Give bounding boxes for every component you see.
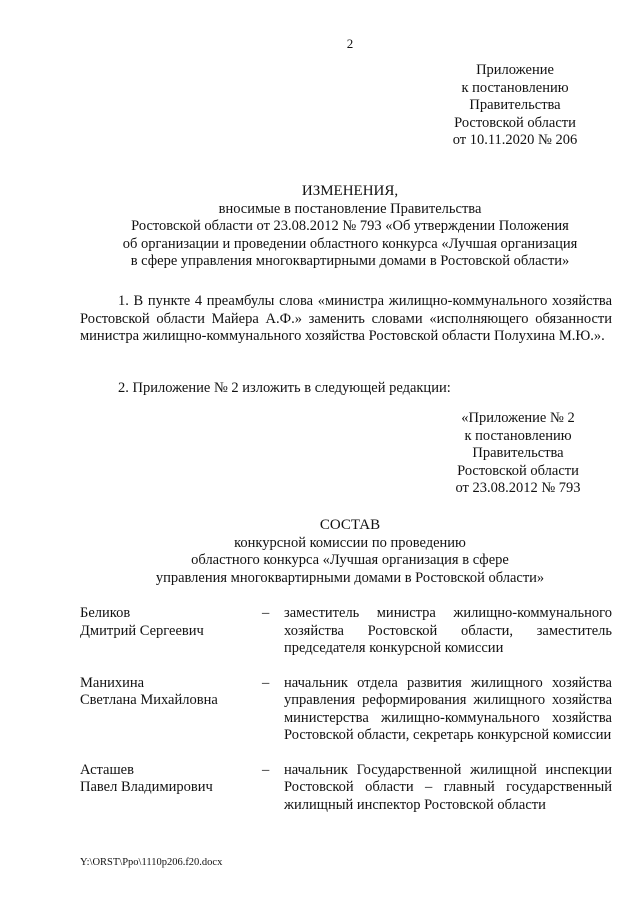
- paragraph-2: [80, 380, 612, 398]
- member-surname: Беликов: [80, 605, 131, 621]
- appendix-line: Правительства: [469, 97, 561, 113]
- appendix-line: Ростовской области: [454, 114, 576, 131]
- appendix-line: к постановлению: [464, 427, 572, 444]
- appendix-line: «Приложение № 2: [461, 410, 575, 426]
- member-surname: Асташев: [80, 761, 134, 778]
- sostav-heading: [70, 517, 630, 587]
- member-row: [80, 605, 612, 658]
- changes-subtitle-line: вносимые в постановление Правительства: [218, 200, 482, 217]
- member-name: [80, 675, 262, 745]
- appendix-line: от 10.11.2020 № 206: [452, 132, 578, 148]
- member-given-name: Павел Владимирович: [80, 779, 213, 795]
- paragraph-1: [80, 293, 612, 346]
- appendix-line: Правительства: [472, 445, 564, 461]
- changes-heading: [70, 183, 630, 271]
- member-surname: Манихина: [80, 674, 145, 691]
- changes-subtitle-line: об организации и проведении областного конкурса «Лучшая организация: [122, 235, 578, 252]
- paragraph-text: 1. В пункте 4 преамбулы слова «министра жилищно-коммунального хозяйства Ростовской области Майера А.Ф.» заменить словами «исполняющего обязанности министра жилищно-коммунального хозяйства Ростовской области Полухина М.Ю.».: [80, 293, 612, 344]
- member-row: [80, 675, 612, 745]
- member-dash: –: [262, 761, 270, 778]
- appendix-line: к постановлению: [461, 79, 569, 96]
- member-given-name: Дмитрий Сергеевич: [80, 622, 204, 639]
- appendix-block-top: [430, 62, 600, 150]
- member-name: [80, 762, 262, 815]
- commission-members-list: [80, 605, 612, 831]
- member-dash: –: [262, 605, 270, 621]
- member-name: [80, 605, 262, 658]
- sostav-subtitle-line: управления многоквартирными домами в Ростовской области»: [155, 569, 545, 586]
- changes-title: ИЗМЕНЕНИЯ,: [301, 183, 399, 199]
- appendix-line: Ростовской области: [457, 462, 579, 479]
- appendix-line: Приложение: [476, 62, 554, 78]
- member-given-name: Светлана Михайловна: [80, 692, 218, 708]
- changes-subtitle-line: Ростовской области от 23.08.2012 № 793 «Об утверждении Положения: [131, 218, 569, 234]
- member-role: начальник отдела развития жилищного хозяйства управления реформирования жилищного хозяйства министерства жилищно-коммунального хозяйства Ростовской области, секретарь конкурсной комиссии: [284, 674, 612, 743]
- appendix-block-second: [438, 410, 598, 498]
- changes-subtitle-line: в сфере управления многоквартирными домами в Ростовской области»: [130, 253, 570, 269]
- member-role: заместитель министра жилищно-коммунального хозяйства Ростовской области, заместитель председателя конкурсной комиссии: [284, 605, 612, 656]
- member-dash: –: [262, 674, 270, 691]
- sostav-subtitle-line: конкурсной комиссии по проведению: [234, 534, 466, 551]
- paragraph-text: 2. Приложение № 2 изложить в следующей редакции:: [118, 380, 451, 396]
- member-role: начальник Государственной жилищной инспекции Ростовской области – главный государственный жилищный инспектор Ростовской области: [284, 761, 612, 813]
- appendix-line: от 23.08.2012 № 793: [455, 480, 581, 496]
- page-number: 2: [346, 36, 354, 51]
- sostav-title: СОСТАВ: [319, 517, 381, 533]
- member-row: [80, 762, 612, 815]
- footer-file-path: Y:\ORST\Ppo\1110p206.f20.docx: [80, 857, 223, 868]
- sostav-subtitle-line: областного конкурса «Лучшая организация в сфере: [191, 552, 509, 568]
